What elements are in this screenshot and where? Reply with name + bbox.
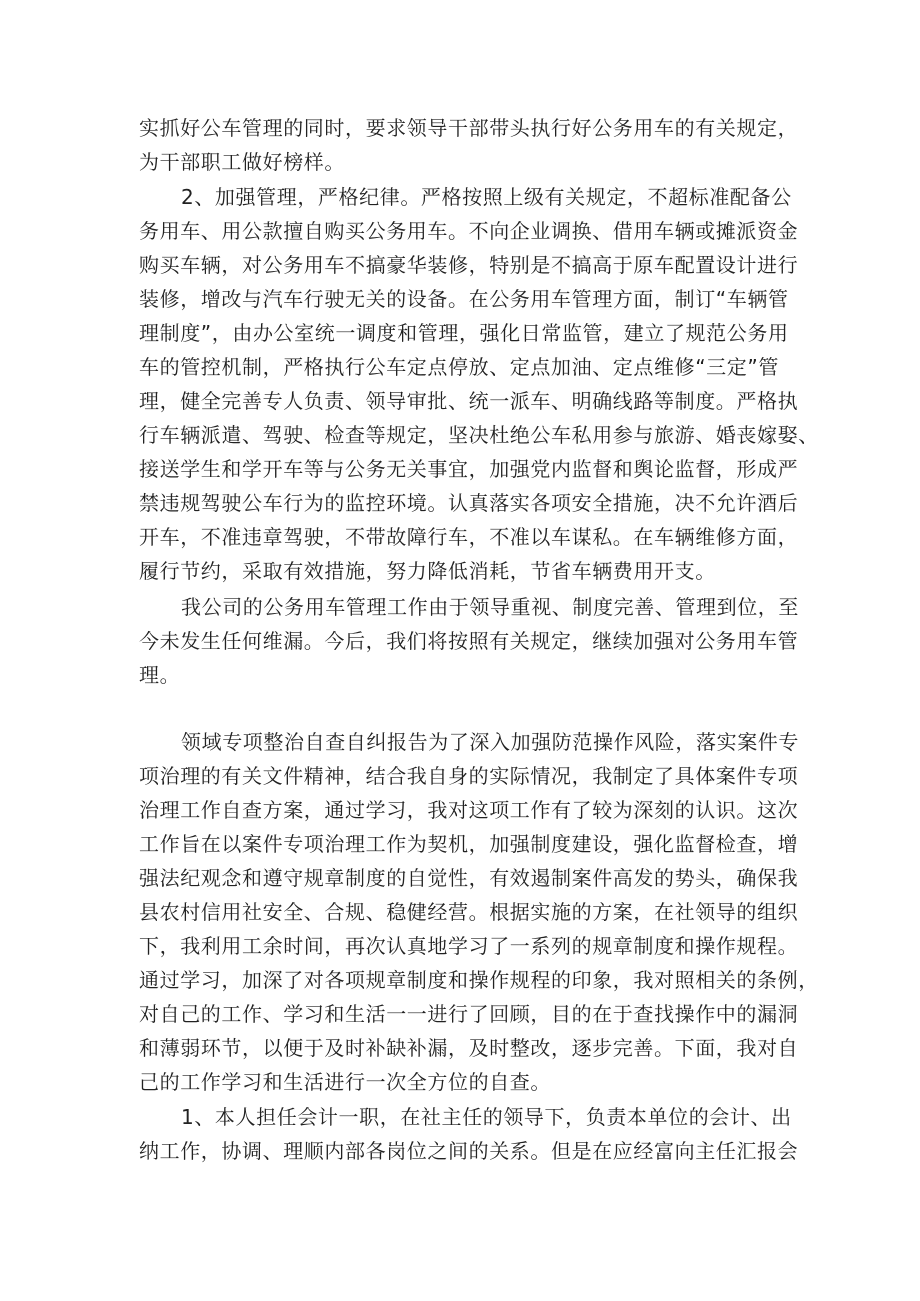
text-line: 务用车、用公款擅自购买公务用车。不向企业调换、借用车辆或摊派资金: [139, 219, 799, 243]
text-line: 强法纪观念和遵守规章制度的自觉性，有效遏制案件高发的势头，确保我: [139, 866, 799, 890]
text-line: 2、加强管理，严格纪律。严格按照上级有关规定，不超标准配备公: [181, 185, 792, 209]
text-line: 接送学生和学开车等与公务无关事宜，加强党内监督和舆论监督，形成严: [139, 457, 799, 481]
text-line: 下，我利用工余时间，再次认真地学习了一系列的规章制度和操作规程。: [139, 934, 799, 958]
text-line: 领域专项整治自查自纠报告为了深入加强防范操作风险，落实案件专: [181, 730, 799, 754]
text-line: 我公司的公务用车管理工作由于领导重视、制度完善、管理到位，至: [181, 595, 799, 619]
text-line: 县农村信用社安全、合规、稳健经营。根据实施的方案，在社领导的组织: [139, 900, 799, 924]
text-line: 实抓好公车管理的同时，要求领导干部带头执行好公务用车的有关规定，: [139, 116, 799, 140]
text-line: 为干部职工做好榜样。: [139, 150, 345, 174]
text-line: 理，健全完善专人负责、领导审批、统一派车、明确线路等制度。严格执: [139, 389, 799, 413]
text-line: 纳工作，协调、理顺内部各岗位之间的关系。但是在应经富向主任汇报会: [139, 1139, 799, 1163]
text-line: 理。: [139, 663, 181, 687]
text-line: 车的管控机制，严格执行公车定点停放、定点加油、定点维修“三定”管: [139, 355, 779, 379]
text-line: 行车辆派遣、驾驶、检查等规定，坚决杜绝公车私用参与旅游、婚丧嫁娶、: [139, 423, 819, 447]
text-line: 通过学习，加深了对各项规章制度和操作规程的印象，我对照相关的条例，: [139, 968, 819, 992]
text-line: 禁违规驾驶公车行为的监控环境。认真落实各项安全措施，决不允许酒后: [139, 491, 799, 515]
text-line: 开车，不准违章驾驶，不带故障行车，不准以车谋私。在车辆维修方面，: [139, 525, 799, 549]
text-line: 今未发生任何维漏。今后，我们将按照有关规定，继续加强对公务用车管: [139, 629, 799, 653]
text-line: 1、本人担任会计一职，在社主任的领导下，负责本单位的会计、出: [181, 1105, 792, 1129]
text-line: 履行节约，采取有效措施，努力降低消耗，节省车辆费用开支。: [139, 559, 716, 583]
text-line: 理制度”，由办公室统一调度和管理，强化日常监管，建立了规范公务用: [139, 321, 789, 345]
text-line: 治理工作自查方案，通过学习，我对这项工作有了较为深刻的认识。这次: [139, 798, 799, 822]
text-line: 己的工作学习和生活进行一次全方位的自查。: [139, 1070, 551, 1094]
text-line: 装修，增改与汽车行驶无关的设备。在公务用车管理方面，制订“车辆管: [139, 287, 789, 311]
text-line: 项治理的有关文件精神，结合我自身的实际情况，我制定了具体案件专项: [139, 764, 799, 788]
text-line: 工作旨在以案件专项治理工作为契机，加强制度建设，强化监督检查，增: [139, 832, 799, 856]
text-line: 对自己的工作、学习和生活一一进行了回顾，目的在于查找操作中的漏洞: [139, 1002, 799, 1026]
text-line: 购买车辆，对公务用车不搞豪华装修，特别是不搞高于原车配置设计进行: [139, 253, 799, 277]
text-line: 和薄弱环节，以便于及时补缺补漏，及时整改，逐步完善。下面，我对自: [139, 1036, 799, 1060]
